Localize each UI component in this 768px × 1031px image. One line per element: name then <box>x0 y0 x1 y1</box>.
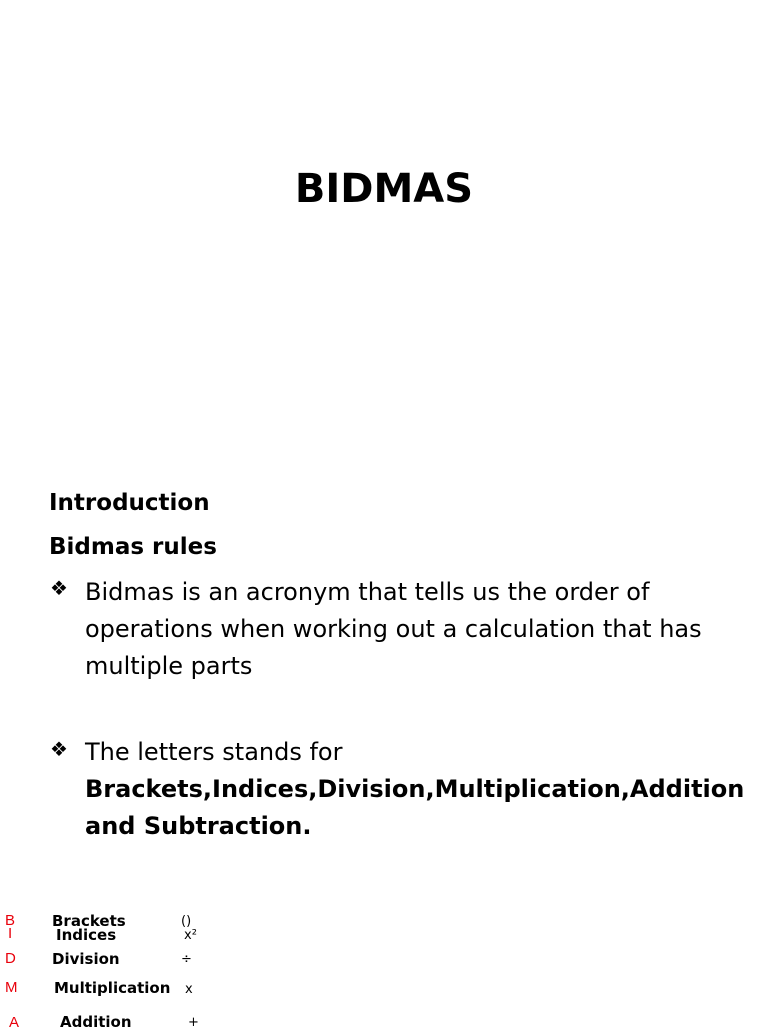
letter-m: M <box>5 979 18 996</box>
bullet-letters <box>85 734 745 845</box>
letter-d: D <box>5 950 16 967</box>
page-title: BIDMAS <box>294 166 474 212</box>
word-brackets: Brackets <box>52 912 126 930</box>
symbol-multiplication: x <box>185 982 193 997</box>
heading-introduction: Introduction <box>49 490 210 516</box>
letter-a: A <box>9 1014 20 1031</box>
symbol-addition: + <box>188 1015 199 1030</box>
word-division: Division <box>52 950 120 968</box>
symbol-indices: x² <box>184 928 197 943</box>
bullet-text-acronym: Bidmas is an acronym that tells us the order of operations when working out a calculation that has multiple parts <box>85 578 702 680</box>
symbol-division: ÷ <box>181 952 192 967</box>
word-addition: Addition <box>60 1013 132 1031</box>
bullet-text-operations: Brackets,Indices,Division,Multiplication,Addition and Subtraction. <box>85 775 745 840</box>
bullet-text-letters: The letters stands for <box>85 738 343 766</box>
word-multiplication: Multiplication <box>54 979 171 997</box>
word-indices: Indices <box>56 926 117 944</box>
letter-i: I <box>8 925 13 942</box>
heading-bidmas-rules: Bidmas rules <box>49 534 217 560</box>
diamond-bullet-icon: ❖ <box>50 737 68 761</box>
diamond-bullet-icon: ❖ <box>50 576 68 600</box>
symbol-brackets: () <box>181 914 192 929</box>
letter-b: B <box>5 912 16 929</box>
